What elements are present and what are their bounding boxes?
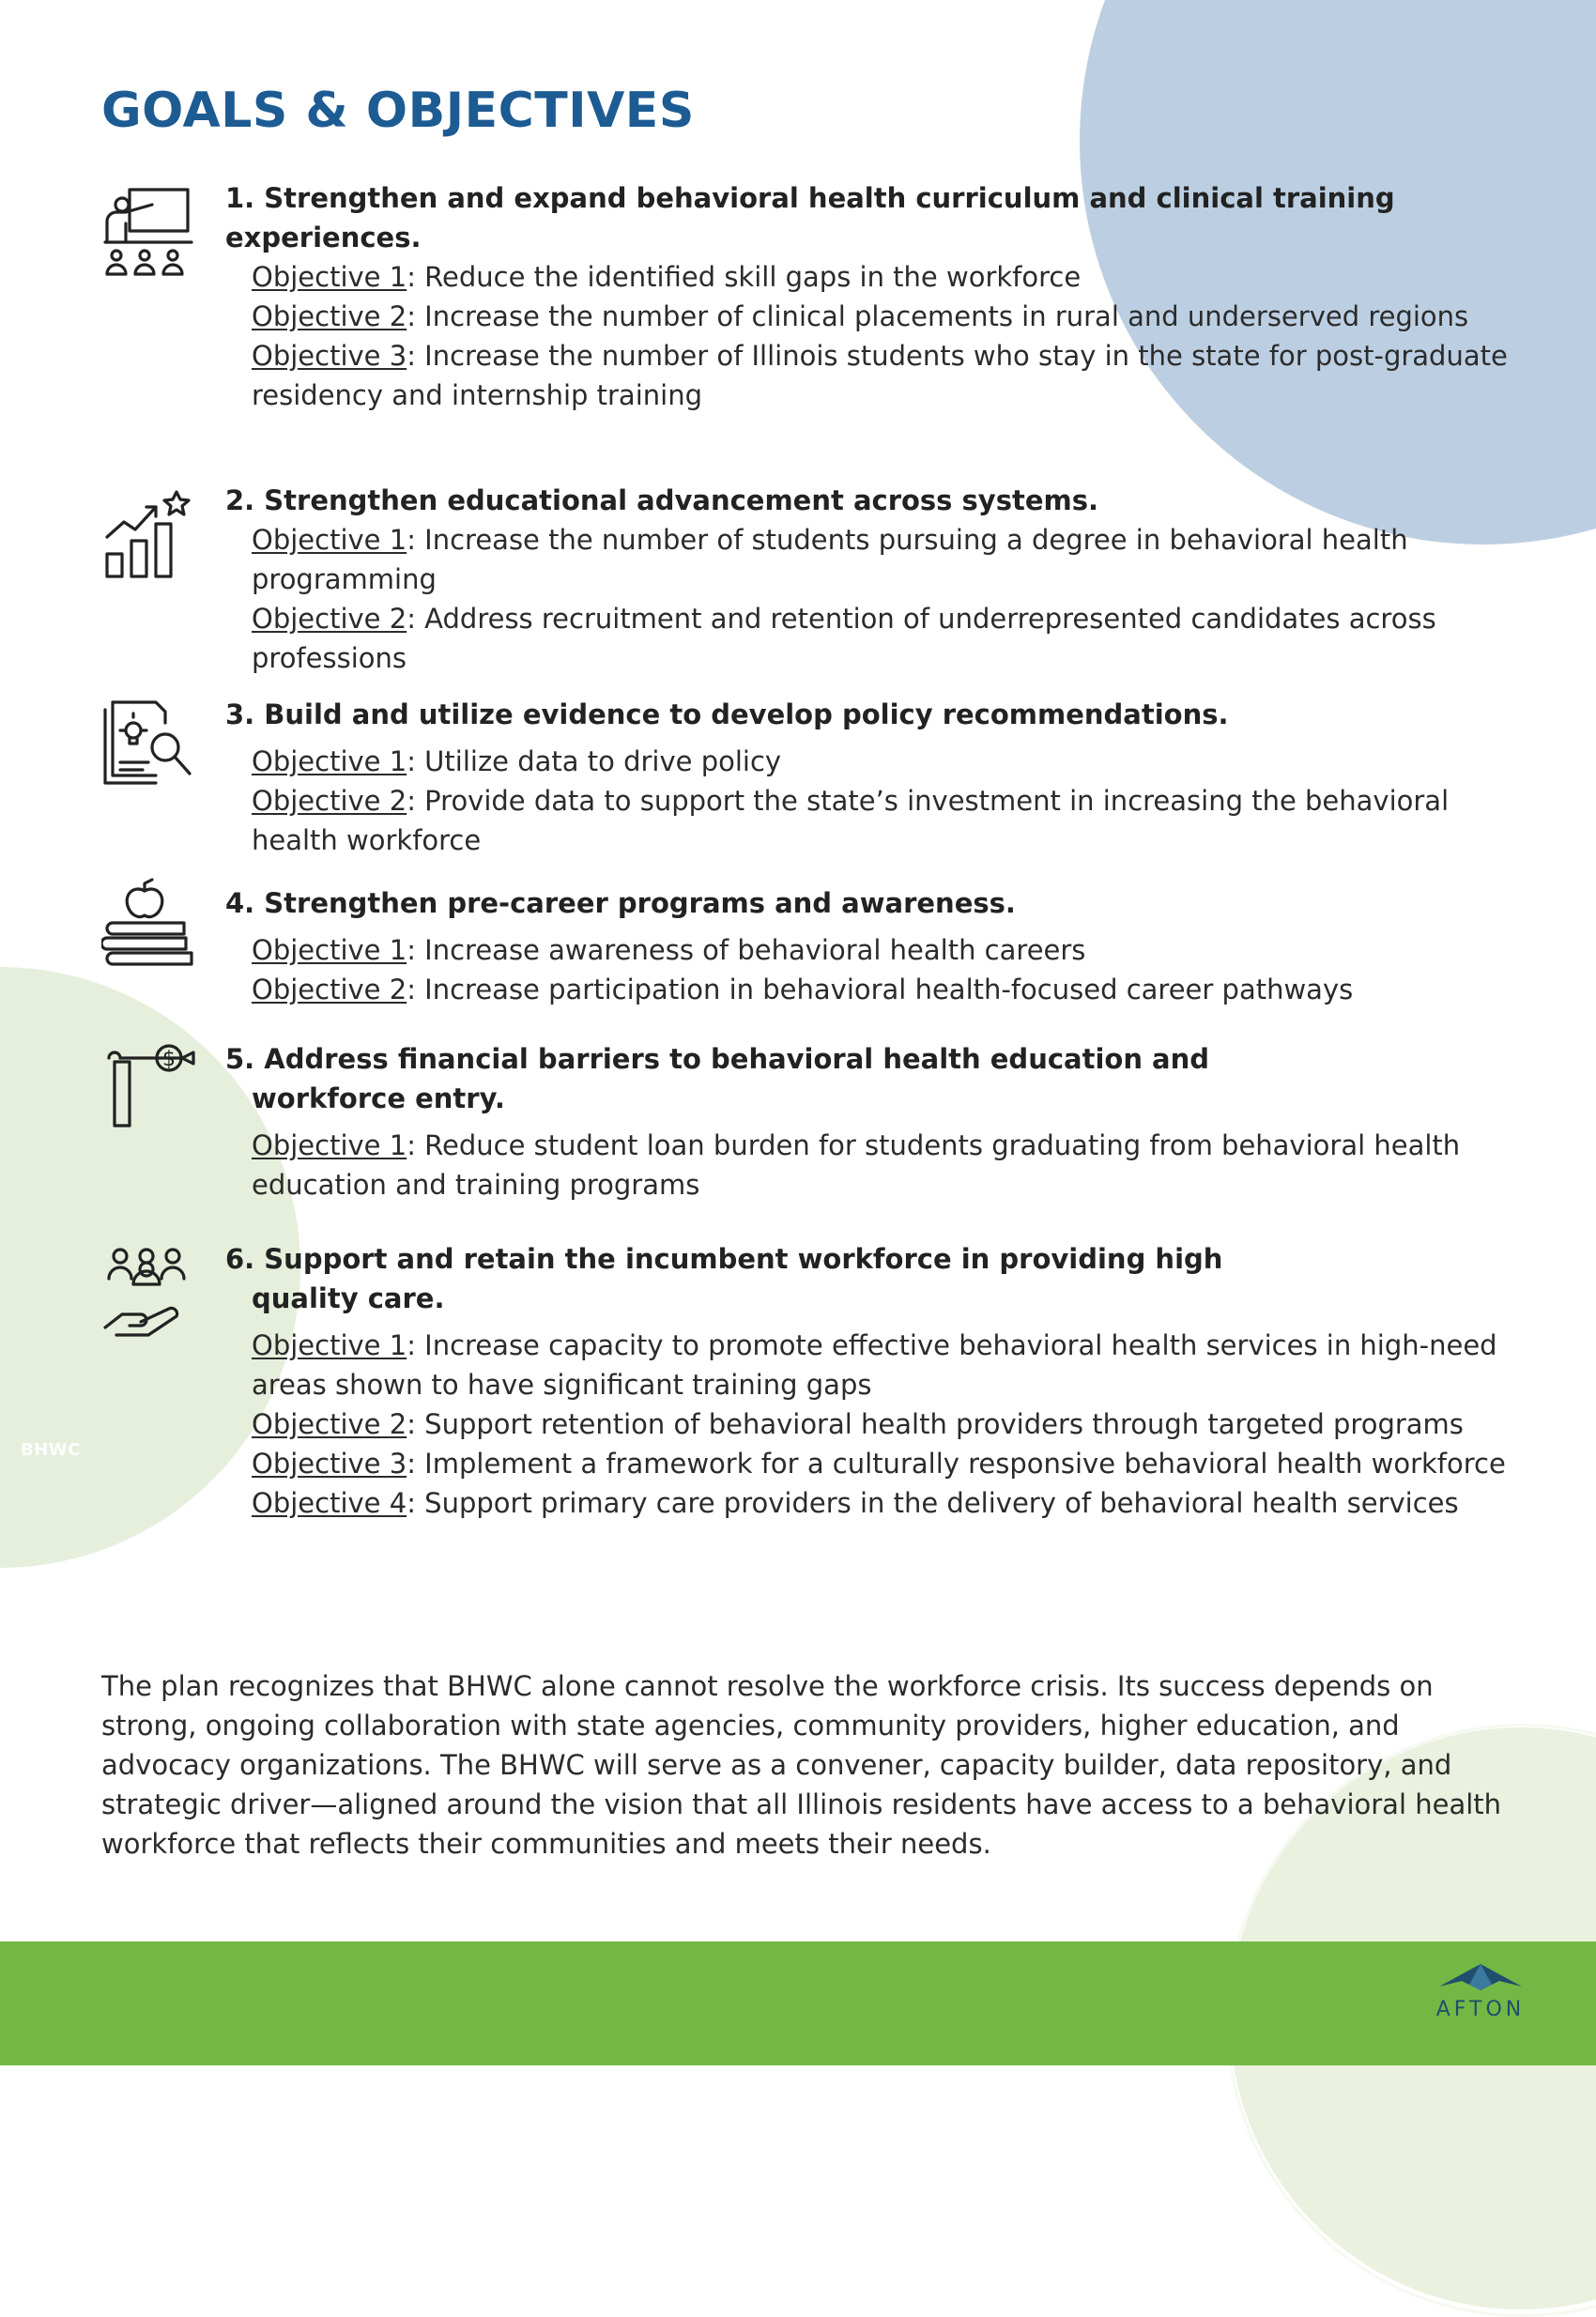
goal-title [225,481,1521,520]
barrier-dollar-icon [101,1037,214,1131]
logo-text: AFTON [1435,1998,1526,2021]
afton-logo [1429,1962,1532,2021]
afton-logo-icon [1435,1962,1526,1994]
goal-title-line: workforce entry. [252,1082,505,1114]
growth-chart-star-icon [101,488,195,582]
objective-list [252,1126,1521,1205]
objective-text: : Utilize data to drive policy [407,745,782,777]
objective-label: Objective 2 [252,974,407,1005]
objective-label: Objective 2 [252,300,407,332]
objective-item [252,1483,1521,1523]
watermark-text: BHWC [21,1440,81,1460]
objective-label: Objective 1 [252,745,407,777]
objective-text: : Increase the number of students pursuing a degree in behavioral health programming [252,524,1408,595]
closing-paragraph: The plan recognizes that BHWC alone cannot resolve the workforce crisis. Its success depends on strong, ongoing collaboration with state agencies, community providers, higher education, and advocacy organizations. The BHWC will serve as a convener, capacity builder, data repository, and strategic driver—aligned around the vision that all Illinois residents have access to a behavioral health workforce that reflects their communities and meets their needs. [101,1670,1502,1860]
goal-title-line: 6. Support and retain the incumbent workforce in providing high [225,1243,1223,1275]
presentation-icon [101,186,195,280]
objective-item [252,297,1521,336]
objective-item [252,599,1521,678]
objective-label: Objective 3 [252,340,407,372]
objective-list [252,520,1521,678]
objective-item [252,930,1521,970]
objective-label: Objective 1 [252,524,407,556]
objective-item [252,1444,1521,1483]
objective-text: : Increase capacity to promote effective behavioral health services in high-need areas shown to have significant training gaps [252,1329,1497,1401]
goal-title-line: 5. Address financial barriers to behavioral health education and [225,1043,1210,1075]
goal-title-line: quality care. [252,1282,445,1314]
objective-text: : Increase the number of clinical placements in rural and underserved regions [407,300,1469,332]
goal-title [225,695,1521,734]
objective-item [252,1126,1521,1205]
goal-title [225,1239,1521,1318]
objective-item [252,970,1521,1009]
objective-list [252,742,1521,860]
support-hand-people-icon [101,1247,195,1341]
objective-list [252,257,1521,415]
document-research-icon [101,693,195,787]
objective-text: : Reduce the identified skill gaps in the workforce [407,261,1082,293]
objective-text: : Increase the number of Illinois students who stay in the state for post-graduate residency and internship training [252,340,1508,411]
objective-text: : Support primary care providers in the delivery of behavioral health services [407,1487,1459,1519]
objective-item [252,742,1521,781]
page-title: GOALS & OBJECTIVES [101,83,695,139]
objective-text: : Provide data to support the state’s investment in increasing the behavioral health workforce [252,785,1450,856]
goal-title-line: 1. Strengthen and expand behavioral health curriculum and clinical training [225,182,1395,214]
books-apple-icon [101,878,195,972]
objective-text: : Address recruitment and retention of underrepresented candidates across professions [252,603,1436,674]
objective-item [252,1404,1521,1444]
objective-list [252,930,1521,1009]
objective-item [252,520,1521,599]
objective-item [252,1326,1521,1404]
objective-item [252,781,1521,860]
goal-title-line: 2. Strengthen educational advancement across systems. [225,484,1098,516]
goal-title-line: experiences. [225,222,422,253]
goal-title [225,883,1521,923]
objective-label: Objective 4 [252,1487,407,1519]
goal-title [225,1039,1521,1118]
objective-label: Objective 1 [252,1329,407,1361]
objective-item [252,336,1521,415]
goal-title-line: 4. Strengthen pre-career programs and awareness. [225,887,1016,919]
footer-bar [0,1941,1596,2065]
objective-label: Objective 2 [252,603,407,635]
objective-text: : Reduce student loan burden for students graduating from behavioral health education and training programs [252,1129,1461,1201]
objective-item [252,257,1521,297]
objective-list [252,1326,1521,1523]
objective-label: Objective 3 [252,1448,407,1480]
objective-text: : Support retention of behavioral health providers through targeted programs [407,1408,1464,1440]
goal-title-line: 3. Build and utilize evidence to develop policy recommendations. [225,698,1229,730]
objective-label: Objective 2 [252,1408,407,1440]
objective-text: : Increase awareness of behavioral health careers [407,934,1086,966]
objective-text: : Increase participation in behavioral health-focused career pathways [407,974,1354,1005]
goal-title [225,178,1521,257]
objective-label: Objective 1 [252,261,407,293]
objective-label: Objective 1 [252,934,407,966]
objective-label: Objective 2 [252,785,407,817]
objective-text: : Implement a framework for a culturally responsive behavioral health workforce [407,1448,1506,1480]
objective-label: Objective 1 [252,1129,407,1161]
svg-text:$: $ [162,1048,176,1071]
